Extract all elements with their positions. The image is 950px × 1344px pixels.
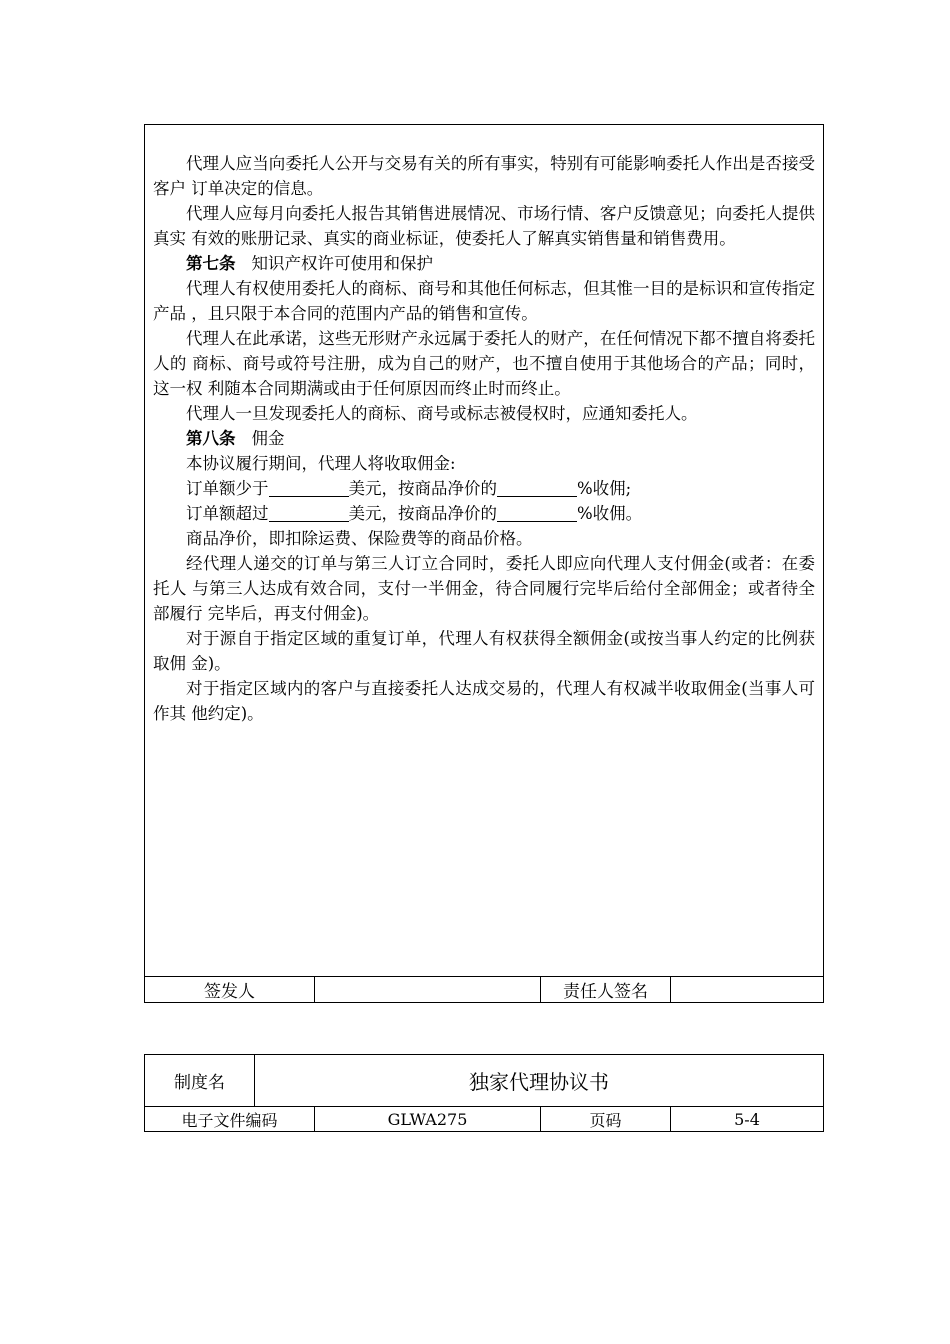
paragraph: 对于源自于指定区域的重复订单，代理人有权获得全额佣金(或按当事人约定的比例获取佣 金)。 (153, 629, 815, 673)
system-name-label: 制度名 (145, 1055, 255, 1106)
paragraph: 代理人一旦发现委托人的商标、商号或标志被侵权时，应通知委托人。 (186, 404, 698, 423)
meta-title-row (145, 1055, 823, 1107)
commission-line (153, 501, 815, 526)
responsible-field[interactable] (671, 977, 823, 1002)
article-heading (153, 426, 815, 451)
article-number: 第八条 (186, 429, 236, 448)
page-label: 页码 (541, 1107, 671, 1131)
document-meta-table (144, 1054, 824, 1132)
text: 订单额超过 (186, 504, 269, 523)
article-heading (153, 251, 815, 276)
paragraph: 代理人应每月向委托人报告其销售进展情况、市场行情、客户反馈意见；向委托人提供真实 有效的账册记录、真实的商业标证，使委托人了解真实销售量和销售费用。 (153, 204, 815, 248)
signature-row (145, 976, 823, 1002)
paragraph: 商品净价，即扣除运费、保险费等的商品价格。 (186, 529, 533, 548)
text: 美元，按商品净价的 (348, 479, 497, 498)
file-code: GLWA275 (315, 1107, 541, 1131)
article-title: 佣金 (251, 429, 285, 448)
file-code-label: 电子文件编码 (145, 1107, 315, 1131)
responsible-label: 责任人签名 (541, 977, 671, 1002)
blank-field[interactable] (269, 480, 349, 497)
text: %收佣; (577, 479, 632, 498)
article-title: 知识产权许可使用和保护 (251, 254, 433, 273)
document-body (153, 151, 815, 726)
blank-field[interactable] (497, 505, 577, 522)
document-frame (144, 124, 824, 1003)
paragraph: 经代理人递交的订单与第三人订立合同时，委托人即应向代理人支付佣金(或者：在委托人 与第三人达成有效合同，支付一半佣金，待合同履行完毕后给付全部佣金；或者待全部履行 完毕后，再支付佣金)。 (153, 554, 815, 623)
blank-field[interactable] (497, 480, 577, 497)
meta-info-row (145, 1107, 823, 1131)
system-name: 独家代理协议书 (469, 1070, 609, 1094)
page-number: 5-4 (734, 1109, 760, 1129)
blank-field[interactable] (269, 505, 349, 522)
text: 美元，按商品净价的 (348, 504, 497, 523)
issuer-field[interactable] (315, 977, 541, 1002)
text: %收佣。 (577, 504, 643, 523)
commission-line (153, 476, 815, 501)
paragraph: 对于指定区域内的客户与直接委托人达成交易的，代理人有权减半收取佣金(当事人可作其 他约定)。 (153, 679, 815, 723)
article-number: 第七条 (186, 254, 236, 273)
issuer-label: 签发人 (145, 977, 315, 1002)
text: 订单额少于 (186, 479, 269, 498)
paragraph: 代理人有权使用委托人的商标、商号和其他任何标志，但其惟一目的是标识和宣传指定产品 ，且只限于本合同的范围内产品的销售和宣传。 (153, 279, 815, 323)
paragraph: 本协议履行期间，代理人将收取佣金: (186, 454, 456, 473)
paragraph: 代理人在此承诺，这些无形财产永远属于委托人的财产，在任何情况下都不擅自将委托人的 商标、商号或符号注册，成为自己的财产，也不擅自使用于其他场合的产品；同时，这一权 利随本合同期满或由于任何原因而终止时而终止。 (153, 329, 815, 398)
paragraph: 代理人应当向委托人公开与交易有关的所有事实，特别有可能影响委托人作出是否接受客户 订单决定的信息。 (153, 154, 815, 198)
